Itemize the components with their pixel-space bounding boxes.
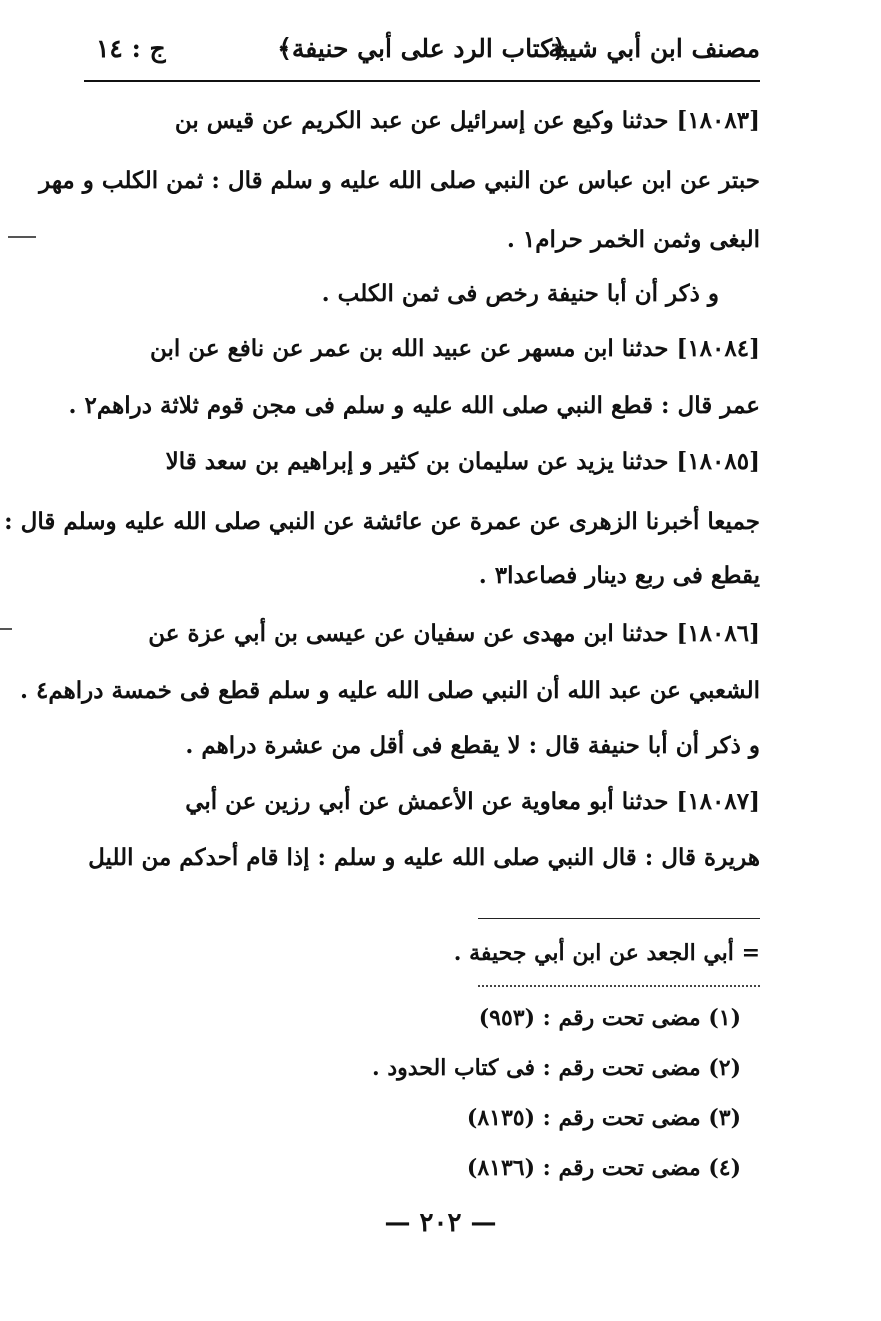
footnote-item: (٢) مضى تحت رقم : فى كتاب الحدود . bbox=[372, 1055, 741, 1081]
page-number: — ٢٠٢ — bbox=[384, 1208, 497, 1238]
margin-mark bbox=[0, 628, 12, 630]
body-line: حبتر عن ابن عباس عن النبي صلى الله عليه و سلم قال : ثمن الكلب و مهر bbox=[39, 167, 760, 194]
footnote-rule bbox=[478, 918, 760, 919]
volume-number: ج : ١٤ bbox=[96, 34, 166, 63]
footnote-divider bbox=[478, 985, 760, 987]
body-line: الشعبي عن عبد الله أن النبي صلى الله عليه و سلم قطع فى خمسة دراهم٤ . bbox=[19, 677, 760, 704]
body-line: و ذكر أن أبا حنيفة قال : لا يقطع فى أقل من عشرة دراهم . bbox=[185, 732, 760, 759]
body-line: [١٨٠٨٦] حدثنا ابن مهدى عن سفيان عن عيسى بن أبي عزة عن bbox=[148, 620, 760, 647]
body-line: البغى وثمن الخمر حرام١ . bbox=[506, 226, 760, 253]
body-line: [١٨٠٨٥] حدثنا يزيد عن سليمان بن كثير و إبراهيم بن سعد قالا bbox=[165, 448, 760, 475]
body-line: [١٨٠٨٤] حدثنا ابن مسهر عن عبيد الله بن عمر عن نافع عن ابن bbox=[150, 335, 760, 362]
footnote-continuation: = أبي الجعد عن ابن أبي جحيفة . bbox=[453, 940, 760, 966]
chapter-title: ﴿كتاب الرد على أبي حنيفة﴾ bbox=[277, 34, 567, 63]
body-line: يقطع فى ربع دينار فصاعدا٣ . bbox=[478, 562, 760, 589]
margin-mark bbox=[8, 236, 36, 238]
book-title: مصنف ابن أبي شيبة bbox=[548, 34, 760, 63]
header-rule bbox=[84, 80, 760, 82]
body-line: [١٨٠٨٧] حدثنا أبو معاوية عن الأعمش عن أبي رزين عن أبي bbox=[185, 788, 760, 815]
body-line: و ذكر أن أبا حنيفة رخص فى ثمن الكلب . bbox=[321, 280, 719, 307]
body-line: جميعا أخبرنا الزهرى عن عمرة عن عائشة عن النبي صلى الله عليه وسلم قال : bbox=[4, 508, 760, 535]
body-line: هريرة قال : قال النبي صلى الله عليه و سلم : إذا قام أحدكم من الليل bbox=[88, 844, 760, 871]
footnote-item: (٤) مضى تحت رقم : (٨١٣٦) bbox=[466, 1155, 741, 1181]
body-line: عمر قال : قطع النبي صلى الله عليه و سلم فى مجن قوم ثلاثة دراهم٢ . bbox=[68, 392, 760, 419]
body-line: [١٨٠٨٣] حدثنا وكيع عن إسرائيل عن عبد الكريم عن قيس بن bbox=[174, 107, 760, 134]
page-header bbox=[84, 30, 760, 80]
footnote-item: (٣) مضى تحت رقم : (٨١٣٥) bbox=[466, 1105, 741, 1131]
footnote-item: (١) مضى تحت رقم : (٩٥٣) bbox=[478, 1005, 741, 1031]
